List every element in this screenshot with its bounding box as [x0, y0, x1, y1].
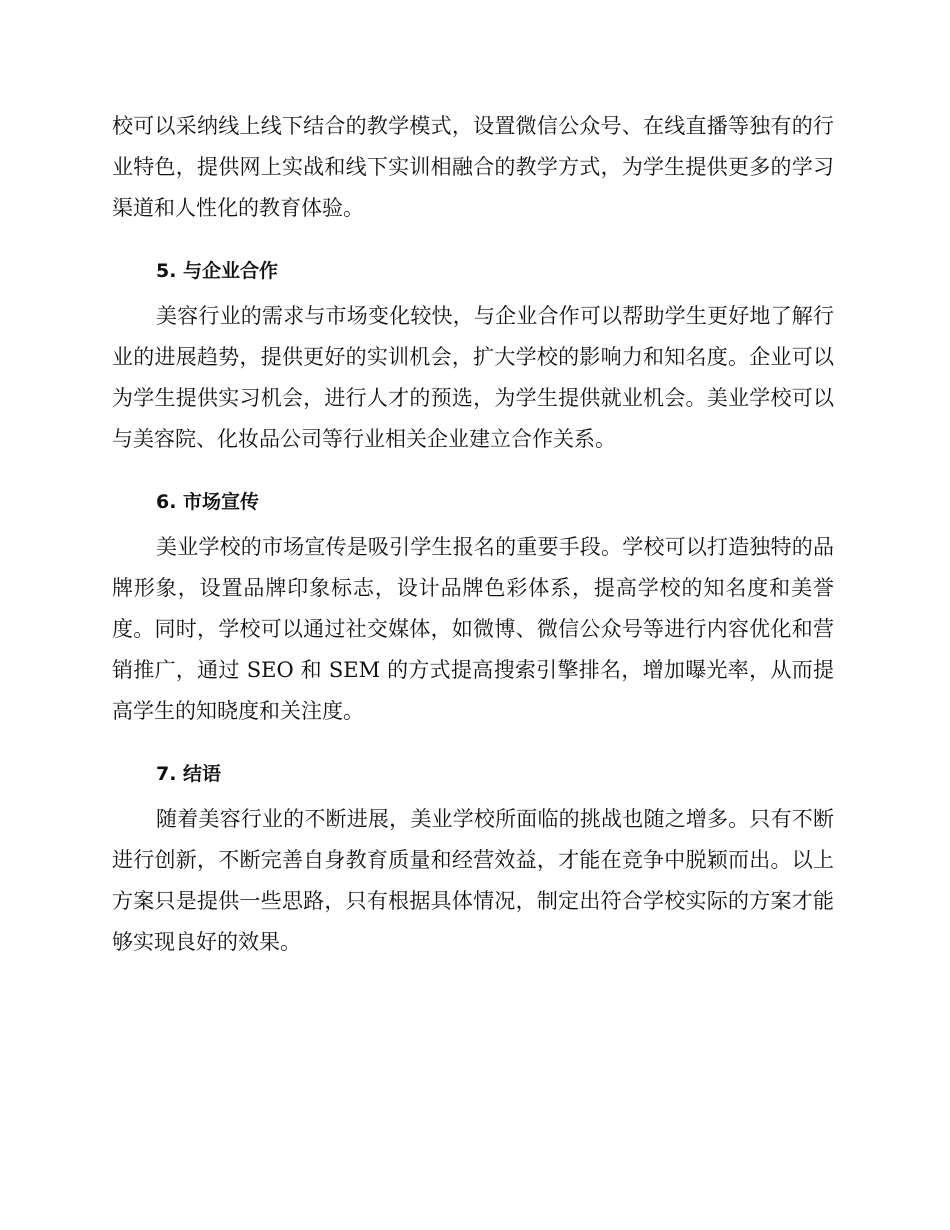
section-paragraph-conclusion: 随着美容行业的不断进展，美业学校所面临的挑战也随之增多。只有不断进行创新，不断完善自身教育质量和经营效益，才能在竞争中脱颖而出。以上方案只是提供一些思路，只有根据具体情况，制定出符合学校实际的方案才能够实现良好的效果。 — [112, 807, 834, 954]
intro-paragraph: 校可以采纳线上线下结合的教学模式，设置微信公众号、在线直播等独有的行业特色，提供网上实战和线下实训相融合的教学方式，为学生提供更多的学习渠道和人性化的教育体验。 — [112, 114, 834, 220]
section-paragraph-enterprise-cooperation: 美容行业的需求与市场变化较快，与企业合作可以帮助学生更好地了解行业的进展趋势，提供更好的实训机会，扩大学校的影响力和知名度。企业可以为学生提供实习机会，进行人才的预选，为学生提供就业机会。美业学校可以与美容院、化妆品公司等行业相关企业建立合作关系。 — [112, 304, 834, 451]
section-paragraph-market-promotion: 美业学校的市场宣传是吸引学生报名的重要手段。学校可以打造独特的品牌形象，设置品牌印象标志，设计品牌色彩体系，提高学校的知名度和美誉度。同时，学校可以通过社交媒体，如微博、微信公众号等进行内容优化和营销推广，通过 SEO 和 SEM 的方式提高搜索引擎排名，增加曝光率，从而提高学生的知晓度和关注度。 — [112, 535, 834, 723]
section-heading-conclusion: 7. 结语 — [156, 763, 222, 785]
section-heading-market-promotion: 6. 市场宣传 — [156, 491, 260, 513]
document-page — [112, 106, 834, 963]
section-heading-enterprise-cooperation: 5. 与企业合作 — [156, 260, 279, 282]
